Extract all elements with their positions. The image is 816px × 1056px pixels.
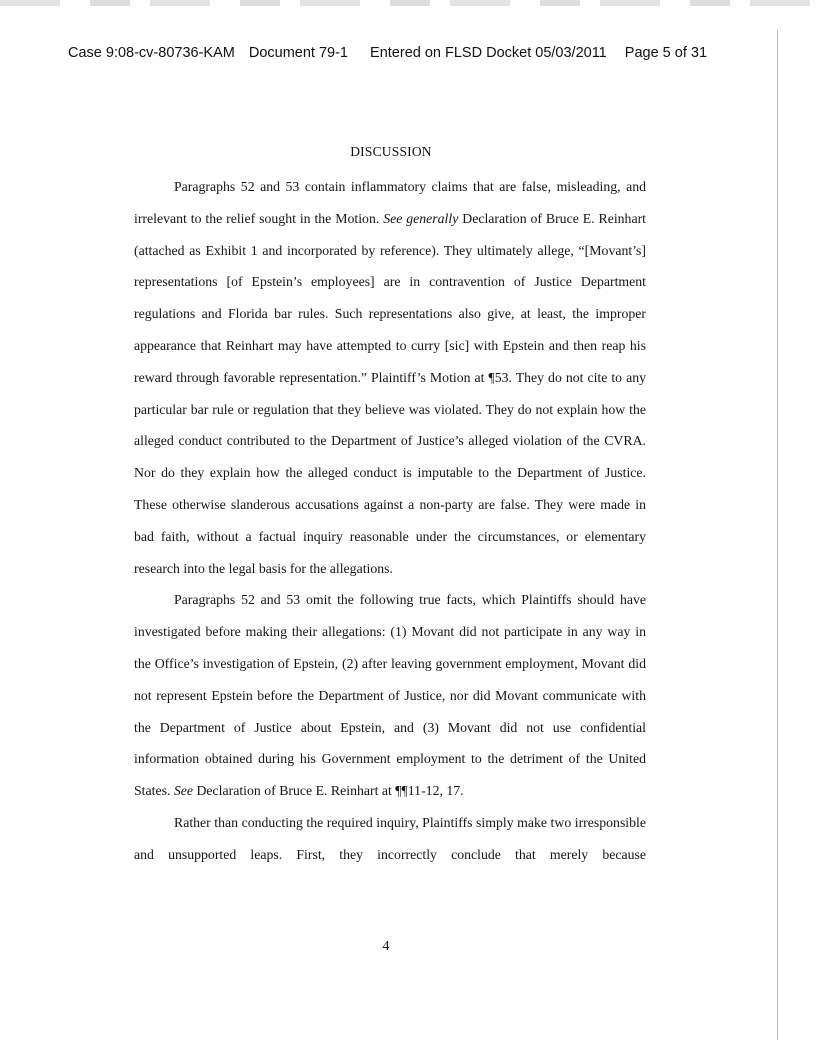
section-heading: DISCUSSION bbox=[350, 144, 432, 159]
paragraph-text: Rather than conducting the required inquiry, Plaintiffs simply make two irresponsible and unsupported leaps. First, they incorrectly conclude that merely because bbox=[134, 814, 646, 862]
paragraph-text: Paragraphs 52 and 53 contain inflammatory claims that are false, misleading, and irrelevant to the relief sought in the Motion. bbox=[134, 179, 646, 226]
case-number: Case 9:08-cv-80736-KAM bbox=[68, 45, 235, 61]
citation-signal: See generally bbox=[383, 210, 459, 226]
docket-entry-date: Entered on FLSD Docket 05/03/2011 bbox=[370, 45, 607, 61]
document-body bbox=[134, 171, 646, 871]
paragraph bbox=[134, 807, 646, 871]
paragraph-text: Paragraphs 52 and 53 omit the following true facts, which Plaintiffs should have investigated before making their allegations: (1) Movant did not participate in any way in the Office’s investigation of Epstein, (2) after leaving government employment, Movant did not represent Epstein before the Department of Justice, nor did Movant communicate with the Department of Justice about Epstein, and (3) Movant did not use confidential information obtained during his Government employment to the detriment of the United States. bbox=[134, 592, 646, 799]
court-filing-header bbox=[68, 45, 768, 61]
scan-margin-line bbox=[777, 30, 778, 1040]
paragraph bbox=[134, 171, 646, 584]
citation-signal: See bbox=[173, 783, 194, 799]
paragraph-text: Declaration of Bruce E. Reinhart (attached as Exhibit 1 and incorporated by reference). They ultimately allege, “[Movant’s] representations [of Epstein’s employees] are in contravention of Justice Department regulations and Florida bar rules. Such representations also give, at least, the improper appearance that Reinhart may have attempted to curry [sic] with Epstein and then reap his reward through favorable representation.” Plaintiff’s Motion at ¶53. They do not cite to any particular bar rule or regulation that they believe was violated. They do not explain how the alleged conduct contributed to the Department of Justice’s alleged violation of the CVRA. Nor do they explain how the alleged conduct is imputable to the Department of Justice. These otherwise slanderous accusations against a non-party are false. They were made in bad faith, without a factual inquiry reasonable under the circumstances, or elementary research into the legal basis for the allegations. bbox=[134, 210, 646, 576]
page-number: 4 bbox=[382, 938, 390, 953]
document-number: Document 79-1 bbox=[248, 45, 348, 61]
paragraph-text: Declaration of Bruce E. Reinhart at ¶¶11-12, 17. bbox=[193, 783, 464, 799]
page-count: Page 5 of 31 bbox=[624, 45, 708, 61]
paragraph bbox=[134, 584, 646, 807]
scan-edge-artifact bbox=[0, 0, 816, 6]
